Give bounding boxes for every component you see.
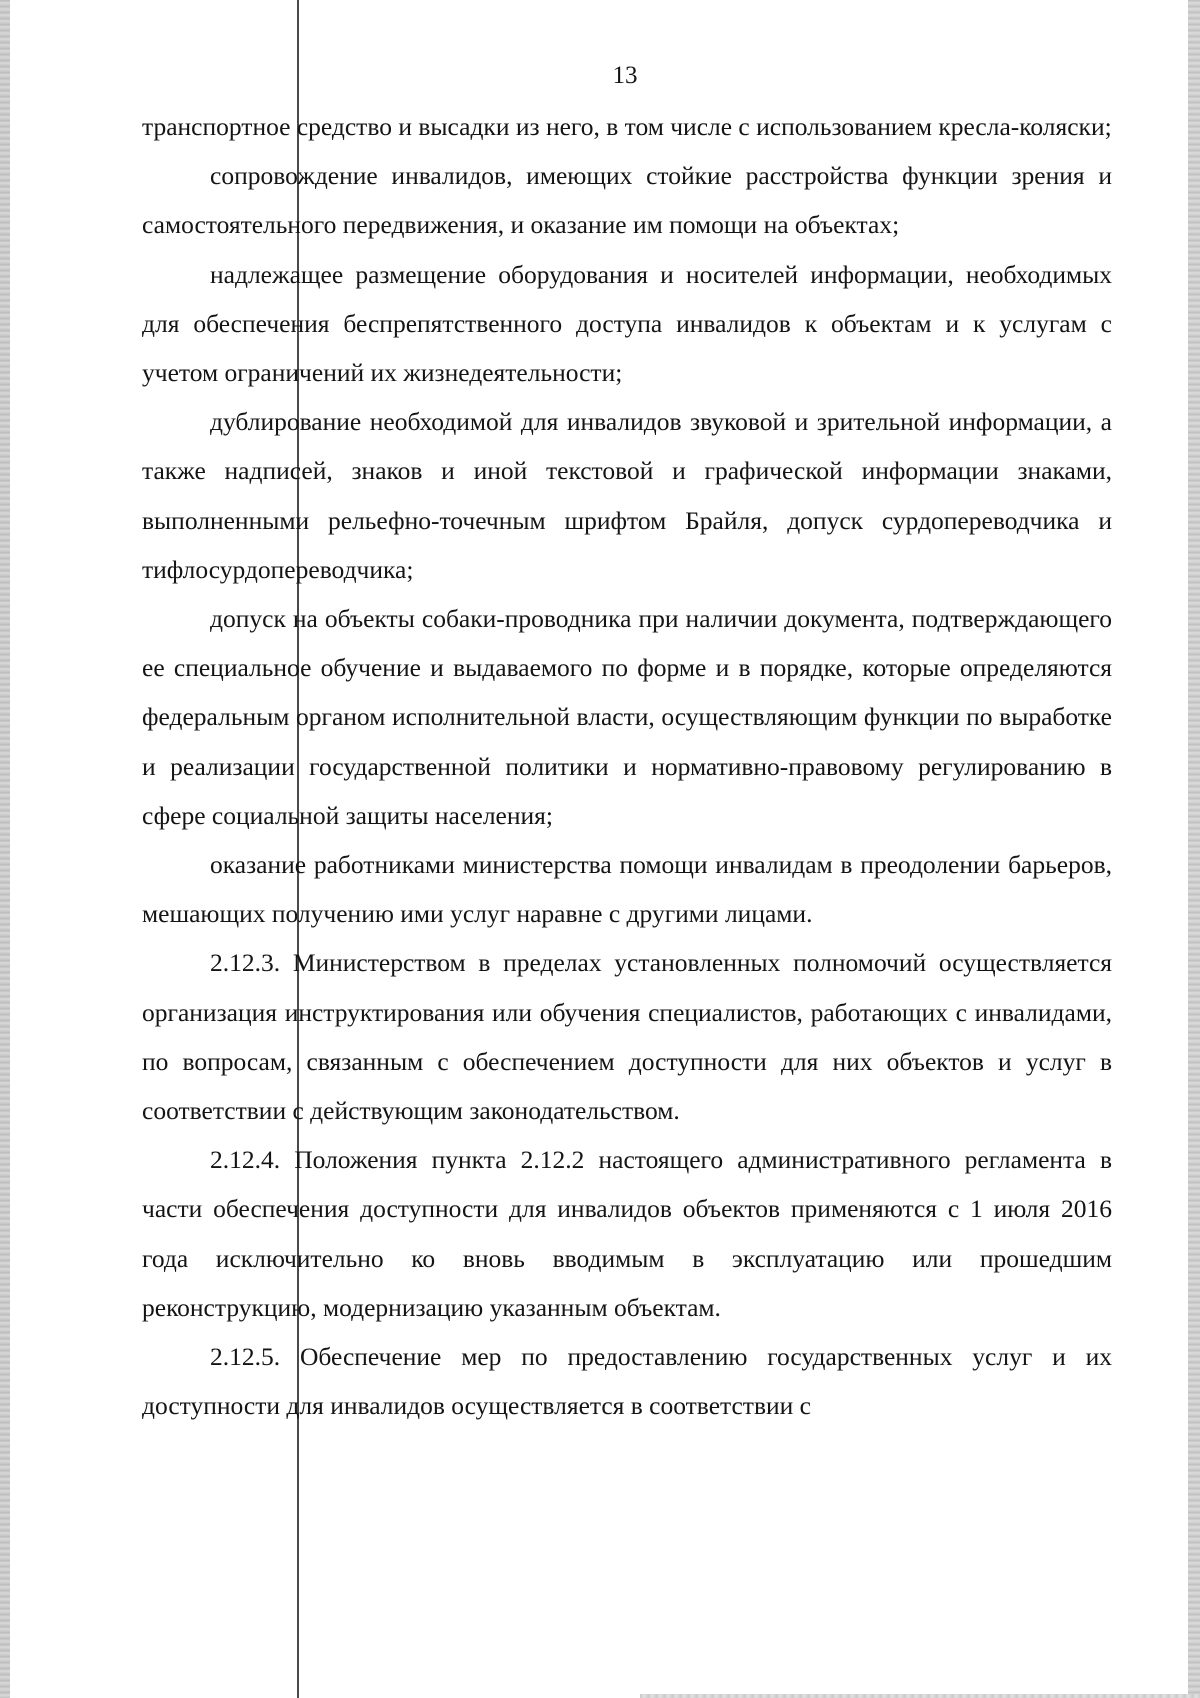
paragraph-equipment-placement: надлежащее размещение оборудования и носителей информации, необходимых для обеспечения беспрепятственного доступа инвалидов к объектам и к услугам с учетом ограничений их жизнедеятельности; [142, 259, 1112, 388]
paragraph-2-12-3: 2.12.3. Министерством в пределах установленных полномочий осуществляется организация инструктирования или обучения специалистов, работающих с инвалидами, по вопросам, связанным с обеспечением доступности для них объектов и услуг в соответствии с действующим законодательством. [142, 948, 1112, 1126]
paragraph-2-12-4: 2.12.4. Положения пункта 2.12.2 настоящего административного регламента в части обеспечения доступности для инвалидов объектов применяются с 1 июля 2016 года исключительно ко вновь вводимым в эксплуатацию или прошедшим реконструкцию, модернизацию указанным объектам. [142, 1145, 1112, 1322]
paragraph-2-12-5: 2.12.5. Обеспечение мер по предоставлению государственных услуг и их доступности для инвалидов осуществляется в соответствии с [142, 1342, 1112, 1421]
document-body [142, 102, 1112, 1430]
paragraph-staff-assistance: оказание работниками министерства помощи инвалидам в преодолении барьеров, мешающих получению ими услуг наравне с другими лицами. [142, 850, 1112, 929]
paragraph-information-duplication: дублирование необходимой для инвалидов звуковой и зрительной информации, а также надписей, знаков и иной текстовой и графической информации знаками, выполненными рельефно-точечным шрифтом Брайля, допуск сурдопереводчика и тифлосурдопереводчика; [142, 407, 1112, 584]
paragraph-transport-continuation: транспортное средство и высадки из него, в том числе с использованием кресла-коляски; [142, 112, 1112, 141]
scan-edge-bottom [640, 1694, 1200, 1698]
paragraph-guide-dog: допуск на объекты собаки-проводника при наличии документа, подтверждающего ее специальное обучение и выдаваемого по форме и в порядке, которые определяются федеральным органом исполнительной власти, осуществляющим функции по выработке и реализации государственной политики и нормативно-правовому регулированию в сфере социальной защиты населения; [142, 604, 1112, 830]
scan-edge-left [0, 0, 10, 1698]
paragraph-escort: сопровождение инвалидов, имеющих стойкие расстройства функции зрения и самостоятельного передвижения, и оказание им помощи на объектах; [142, 161, 1112, 240]
page-number: 13 [612, 62, 638, 89]
scan-edge-right [1188, 0, 1200, 1698]
